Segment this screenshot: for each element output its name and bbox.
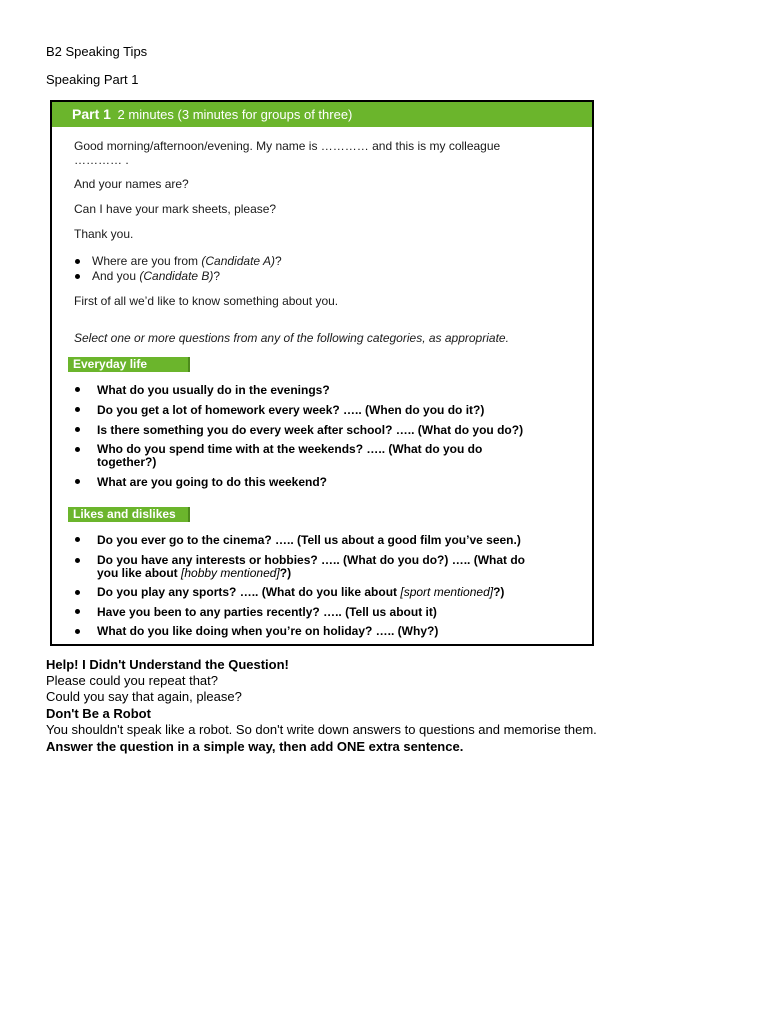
help-heading: Help! I Didn't Understand the Question! (46, 657, 289, 672)
bullet-icon (75, 259, 80, 264)
names-question: And your names are? (74, 177, 189, 191)
help-phrase: Could you say that again, please? (46, 689, 242, 704)
robot-tip: You shouldn't speak like a robot. So don't write down answers to questions and memorise them. (46, 722, 597, 737)
answer-tip: Answer the question in a simple way, then add ONE extra sentence. (46, 739, 464, 754)
bullet-icon (75, 447, 80, 452)
everyday-question-continued: together?) (97, 455, 157, 469)
part-time: 2 minutes (3 minutes for groups of three) (117, 107, 353, 122)
likes-question: What do you like doing when you’re on holiday? ….. (Why?) (97, 624, 439, 638)
bullet-icon (75, 387, 80, 392)
likes-question: Do you have any interests or hobbies? ….. (What do you do?) ….. (What do (97, 553, 526, 567)
question-mark: ? (213, 269, 221, 283)
bullet-icon (75, 629, 80, 634)
everyday-life-heading: Everyday life (68, 357, 190, 372)
likes-question-continued (97, 566, 291, 580)
document-subtitle: Speaking Part 1 (46, 72, 139, 87)
likes-question-text: Do you play any sports? ….. (What do you like about (97, 585, 401, 599)
first-of-all-text: First of all we’d like to know something about you. (74, 294, 339, 308)
everyday-question: Who do you spend time with at the weekends? ….. (What do you do (97, 442, 483, 456)
sport-mentioned-placeholder: [sport mentioned] (400, 585, 494, 599)
everyday-question: Is there something you do every week after school? ….. (What do you do?) (97, 423, 524, 437)
panel-header (52, 102, 592, 127)
and-you-question (92, 269, 220, 283)
bullet-icon (75, 407, 80, 412)
likes-question: Have you been to any parties recently? ….. (Tell us about it) (97, 605, 437, 619)
bullet-icon (75, 558, 80, 563)
bullet-icon (75, 427, 80, 432)
likes-question-text: you like about (97, 566, 182, 580)
greeting-line: Good morning/afternoon/evening. My name is ………… and this is my colleague (74, 139, 501, 153)
everyday-question: Do you get a lot of homework every week? ….. (When do you do it?) (97, 403, 485, 417)
likes-question-text: ?) (493, 585, 505, 599)
select-instruction: Select one or more questions from any of the following categories, as appropriate. (74, 331, 509, 345)
document-title: B2 Speaking Tips (46, 44, 148, 59)
and-you-text: And you (92, 269, 140, 283)
bullet-icon (75, 609, 80, 614)
greeting-line-continued: ………… . (74, 153, 129, 167)
bullet-icon (75, 274, 80, 279)
bullet-icon (75, 537, 80, 542)
thank-you-text: Thank you. (74, 227, 134, 241)
where-from-text: Where are you from (92, 254, 202, 268)
likes-dislikes-heading: Likes and dislikes (68, 507, 190, 522)
robot-heading: Don't Be a Robot (46, 706, 151, 721)
help-phrase: Please could you repeat that? (46, 673, 219, 688)
mark-sheets-question: Can I have your mark sheets, please? (74, 202, 277, 216)
likes-question-text: ?) (279, 566, 292, 580)
everyday-question: What do you usually do in the evenings? (97, 383, 330, 397)
where-from-question (92, 254, 282, 268)
likes-question (97, 585, 504, 599)
part-label: Part 1 (72, 106, 111, 122)
candidate-b-label: (Candidate B) (139, 269, 214, 283)
everyday-question: What are you going to do this weekend? (97, 475, 328, 489)
hobby-mentioned-placeholder: [hobby mentioned] (181, 566, 280, 580)
bullet-icon (75, 479, 80, 484)
bullet-icon (75, 590, 80, 595)
likes-question: Do you ever go to the cinema? ….. (Tell us about a good film you’ve seen.) (97, 533, 521, 547)
part1-panel (50, 100, 594, 646)
question-mark: ? (274, 254, 282, 268)
candidate-a-label: (Candidate A) (201, 254, 275, 268)
